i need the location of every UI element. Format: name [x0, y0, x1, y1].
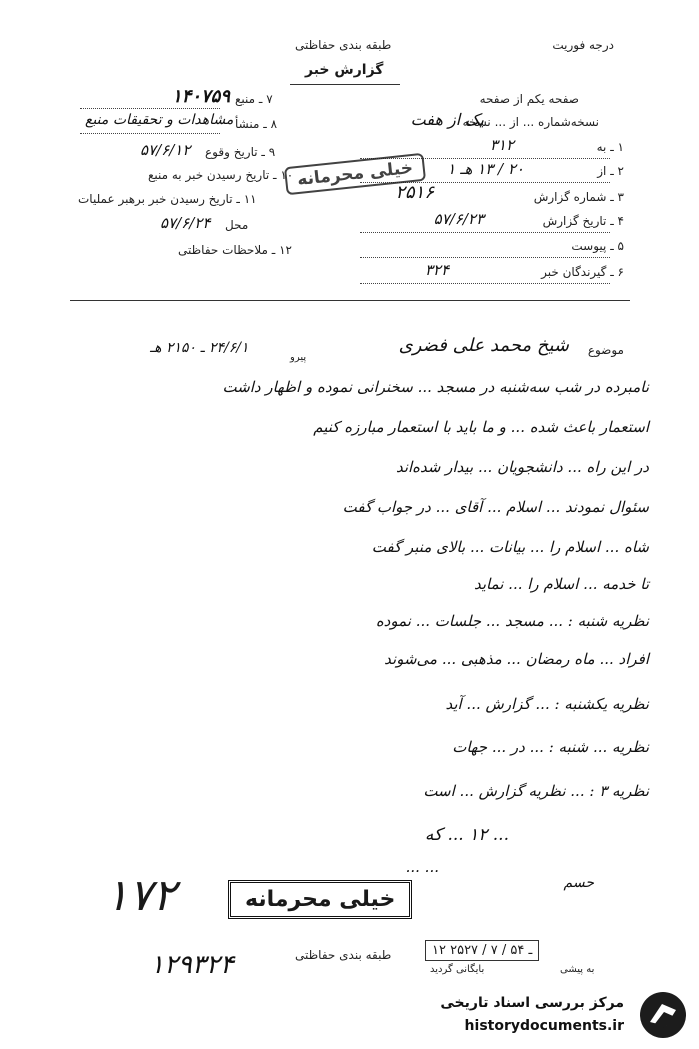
field-to-label: ۱ ـ به — [596, 140, 624, 154]
signature: حسم — [563, 875, 594, 891]
urgency-label: درجه فوریت — [552, 38, 614, 52]
header-separator — [70, 300, 630, 301]
field-place-label: محل — [225, 218, 249, 232]
body-line: افراد ... ماه رمضان ... مذهبی ... می‌شوند — [384, 650, 649, 668]
dotted-line — [80, 133, 220, 134]
page-line: صفحه یکم از صفحه — [479, 92, 579, 106]
field-origin-value: مشاهدات و تحقیقات منبع — [85, 112, 234, 128]
subject-value: شیخ محمد علی فضری — [398, 335, 569, 356]
classification-label: طبقه بندی حفاظتی — [295, 38, 392, 52]
copy-hand: یک از هفت — [410, 110, 484, 129]
body-line: سئوال نمودند ... اسلام ... آقای ... در جواب گفت — [342, 498, 649, 516]
field-origin-label: ۸ ـ منشأ — [235, 117, 278, 131]
body-line: نظریه یکشنبه : ... گزارش ... آید — [445, 695, 649, 713]
body-line: در این راه ... دانشجویان ... بیدار شده‌اند — [395, 458, 649, 476]
field-security-notes-label: ۱۲ ـ ملاحظات حفاظتی — [178, 243, 292, 257]
classification-stamp-bottom: خیلی محرمانه — [228, 880, 412, 919]
note-line: ... ... — [405, 858, 439, 876]
footer-classification: طبقه بندی حفاظتی — [295, 948, 392, 962]
classification-stamp-top: خیلی محرمانه — [284, 153, 426, 196]
field-date-occurred-label: ۹ ـ تاریخ وقوع — [205, 145, 276, 159]
field-recipients-label: ۶ ـ گیرندگان خبر — [541, 265, 624, 279]
archive-sub: به پیشی — [560, 964, 595, 975]
field-recipients-value: ۳۲۴ — [424, 261, 449, 279]
note-line: ... ۱۲ ... که — [424, 825, 509, 845]
subject-reference: ۲۴/۶/۱ ـ ۲۱۵۰ هـ — [150, 340, 249, 356]
body-line: نظریه ۳ : ... نظریه گزارش ... است — [423, 782, 649, 800]
archive-caption: بایگانی گردید — [430, 964, 485, 975]
field-from-label: ۲ ـ از — [597, 164, 624, 178]
page-title: گزارش خبر — [305, 62, 384, 78]
field-report-number-value: ۲۵۱۶ — [395, 182, 434, 203]
field-attachment-label: ۵ ـ پیوست — [571, 239, 624, 253]
field-from-value: ۲۰ / ۱۳ هـ ۱ — [447, 160, 524, 178]
watermark-org: مرکز بررسی اسناد تاریخی — [440, 995, 624, 1011]
watermark-site: historydocuments.ir — [464, 1018, 624, 1034]
dotted-line — [360, 283, 610, 284]
dotted-line — [360, 257, 610, 258]
archive-logo-icon — [640, 992, 686, 1038]
field-report-number-label: ۳ ـ شماره گزارش — [533, 190, 624, 204]
dotted-line — [80, 108, 220, 109]
field-place-value: ۵۷/۶/۲۴ — [160, 214, 211, 232]
archive-ref-stamp — [425, 940, 539, 961]
archive-ref: ۱۲ ـ ۵۴ / ۷ / ۲۵۲۷ — [432, 943, 533, 958]
field-report-date-value: ۵۷/۶/۲۳ — [433, 210, 484, 228]
handwritten-code: ۱۲۹۳۲۴ — [150, 950, 234, 980]
field-source-label: ۷ ـ منبع — [235, 92, 273, 106]
subject-reference-label: پیرو — [290, 352, 307, 363]
body-line: نظریه ... شنبه : ... در ... جهات — [452, 738, 649, 756]
field-report-date-label: ۴ ـ تاریخ گزارش — [542, 214, 624, 228]
dotted-line — [360, 232, 610, 233]
field-date-occurred-value: ۵۷/۶/۱۲ — [140, 141, 191, 159]
title-underline — [290, 84, 400, 85]
body-line: نامبرده در شب سه‌شنبه در مسجد ... سخنرانی نموده و اظهار داشت — [222, 378, 649, 396]
body-line: شاه ... اسلام را ... بیانات ... بالای منبر گفت — [371, 538, 649, 556]
field-to-value: ۳۱۲ — [489, 136, 514, 154]
archive-number: ۱۷۲ — [105, 870, 176, 921]
copy-line: نسخه‌شماره ... از ... نسخه — [462, 115, 599, 129]
body-line: استعمار باعث شده ... و ما باید با استعمار مبارزه کنیم — [313, 418, 649, 436]
body-line: تا خدمه ... اسلام را ... نماید — [473, 575, 649, 593]
field-date-received-label: ۱۰ ـ تاریخ رسیدن خبر به منبع — [148, 168, 294, 182]
field-source-value: ۱۴۰۷۵۹ — [172, 86, 231, 107]
subject-label: موضوع — [587, 343, 624, 357]
field-date-ops-label: ۱۱ ـ تاریخ رسیدن خبر برهبر عملیات — [78, 192, 257, 206]
body-line: نظریه شنبه : ... مسجد ... جلسات ... نموده — [375, 612, 649, 630]
